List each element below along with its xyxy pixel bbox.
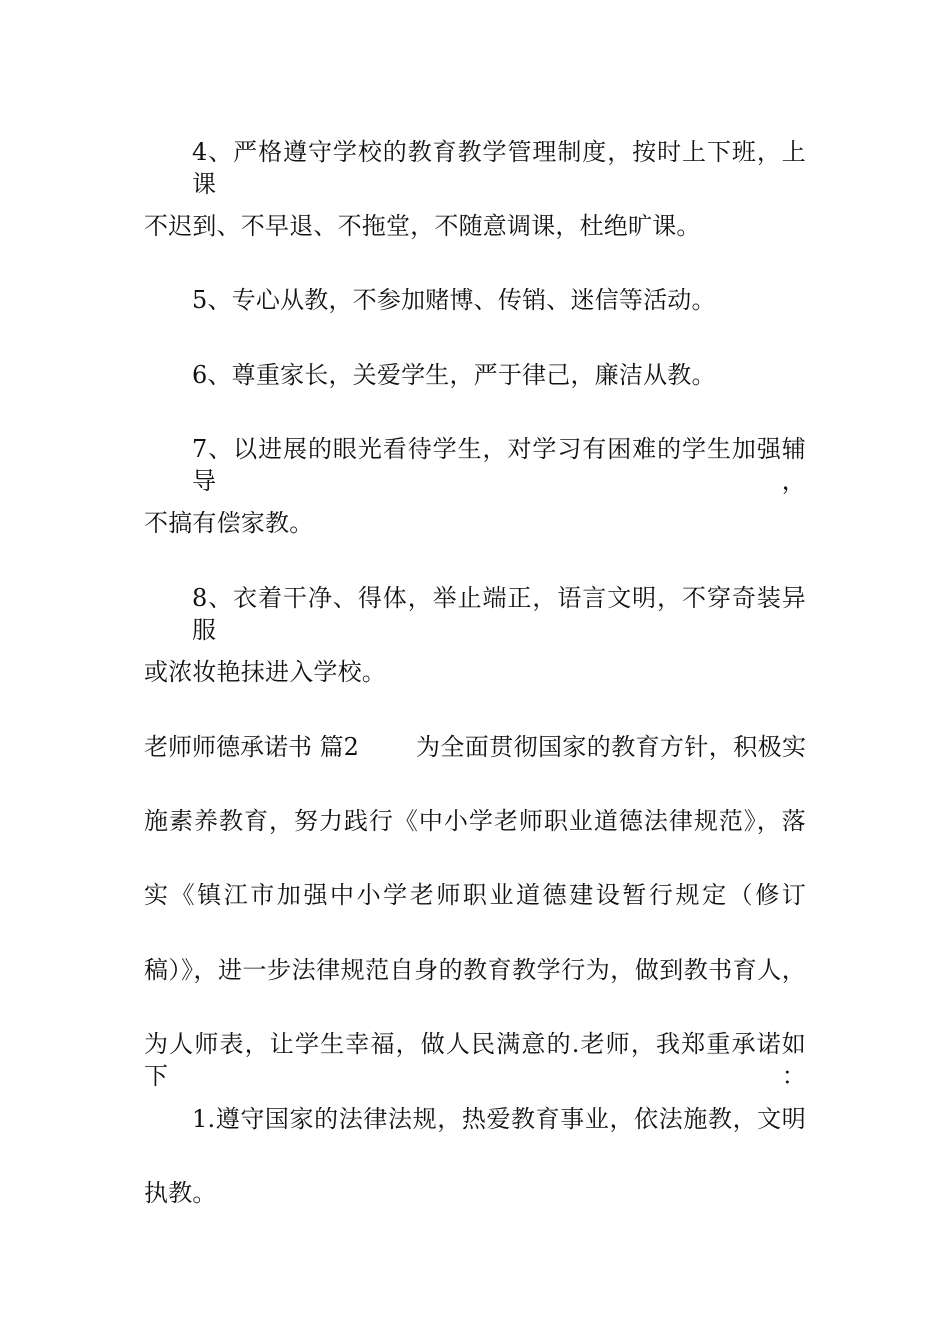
paragraph-line: 不迟到、不早退、不拖堂，不随意调课，杜绝旷课。 [144,212,701,240]
paragraph-line: 执教。 [144,1179,217,1207]
paragraph-line: 4、严格遵守学校的教育教学管理制度，按时上下班，上课 [192,138,806,198]
section-title: 老师师德承诺书 篇2 [144,733,359,761]
paragraph-line: 实《镇江市加强中小学老师职业道德建设暂行规定（修订 [144,881,806,909]
paragraph-line: 1.遵守国家的法律法规，热爱教育事业，依法施教，文明 [192,1105,806,1133]
paragraph-line: 为全面贯彻国家的教育方针，积极实 [416,733,806,761]
paragraph-line: 8、衣着干净、得体，举止端正，语言文明，不穿奇装异服 [192,584,806,644]
paragraph-line: 6、尊重家长，关爱学生，严于律己，廉洁从教。 [192,361,716,389]
paragraph-line: 7、以进展的眼光看待学生，对学习有困难的学生加强辅导， [192,435,806,495]
paragraph-line: 或浓妆艳抹进入学校。 [144,658,386,686]
paragraph-line: 不搞有偿家教。 [144,509,314,537]
paragraph-line: 为人师表，让学生幸福，做人民满意的.老师，我郑重承诺如下： [144,1030,806,1090]
paragraph-line: 施素养教育，努力践行《中小学老师职业道德法律规范》，落 [144,807,806,835]
paragraph-line: 稿）》，进一步法律规范自身的教育教学行为，做到教书育人， [144,956,806,984]
section-heading-row [144,731,806,763]
paragraph-line: 5、专心从教，不参加赌博、传销、迷信等活动。 [192,286,716,314]
